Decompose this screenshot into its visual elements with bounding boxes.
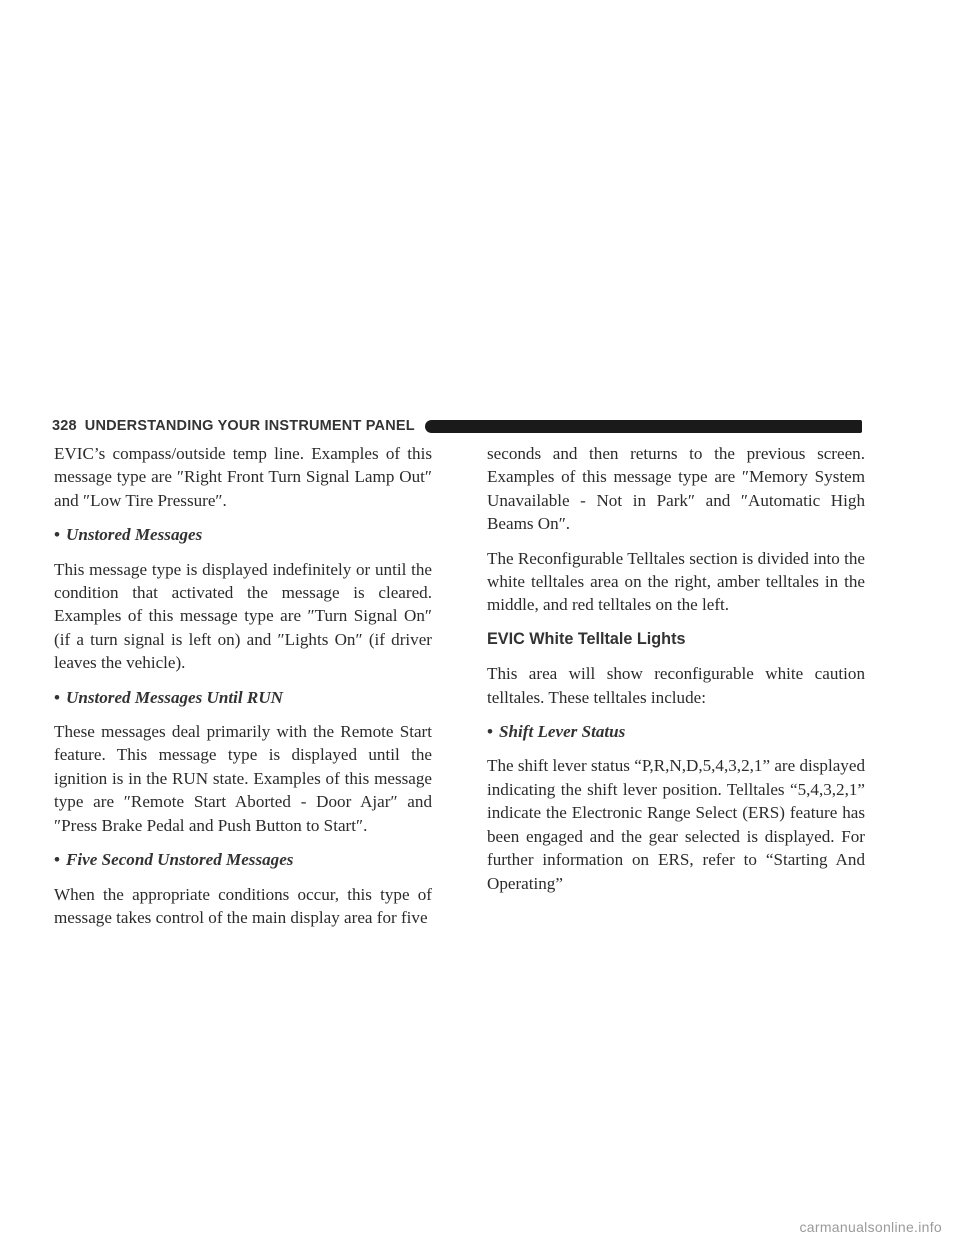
right-column [487,442,865,906]
page-header [52,415,862,437]
paragraph: The shift lever status “P,R,N,D,5,4,3,2,1” are displayed indicating the shift lever position. Telltales “5,4,3,2,1” indicate the Electronic Range Select (ERS) feature has been engaged and the gear selected is displayed. For further information on ERS, refer to “Starting And Operating” [487,756,865,893]
bullet-item [487,720,865,743]
bullet-label: Unstored Messages Until RUN [66,687,284,707]
bullet-icon: • [54,850,60,870]
paragraph: The Reconfigurable Telltales section is divided into the white telltales area on the right, amber telltales in the middle, and red telltales on the left. [487,548,865,615]
bullet-item [54,848,432,871]
bullet-icon: • [54,525,60,545]
page-number: 328 [52,418,77,434]
bullet-label: Five Second Unstored Messages [66,850,294,870]
bullet-icon: • [487,722,493,742]
paragraph: seconds and then returns to the previous screen. Examples of this message type are ″Memory System Unavailable - Not in Park″ and ″Automatic High Beams On″. [487,444,865,534]
bullet-item [54,523,432,546]
bullet-label: Unstored Messages [66,525,203,545]
header-rule [425,420,862,433]
section-title: UNDERSTANDING YOUR INSTRUMENT PANEL [84,418,415,434]
paragraph: When the appropriate conditions occur, this type of message takes control of the main display area for five [54,884,432,927]
watermark-link[interactable]: carmanualsonline.info [799,1219,942,1235]
bullet-icon: • [54,687,60,707]
paragraph: This message type is displayed indefinitely or until the condition that activated the message is cleared. Examples of this message type are ″Turn Signal On″ (if a turn signal is left on) and ″Lights On″ (if driver leaves the vehicle). [54,559,432,673]
paragraph: This area will show reconfigurable white caution telltales. These telltales include: [487,664,865,707]
paragraph: These messages deal primarily with the Remote Start feature. This message type is displayed until the ignition is in the RUN state. Examples of this message type are ″Remote Start Aborted - Door Ajar″ and ″Press Brake Pedal and Push Button to Start″. [54,722,432,835]
bullet-label: Shift Lever Status [499,722,626,742]
left-column [54,442,432,940]
section-heading: EVIC White Telltale Lights [487,629,686,648]
bullet-item [54,686,432,709]
paragraph: EVIC’s compass/outside temp line. Examples of this message type are ″Right Front Turn Signal Lamp Out″ and ″Low Tire Pressure″. [54,444,432,510]
